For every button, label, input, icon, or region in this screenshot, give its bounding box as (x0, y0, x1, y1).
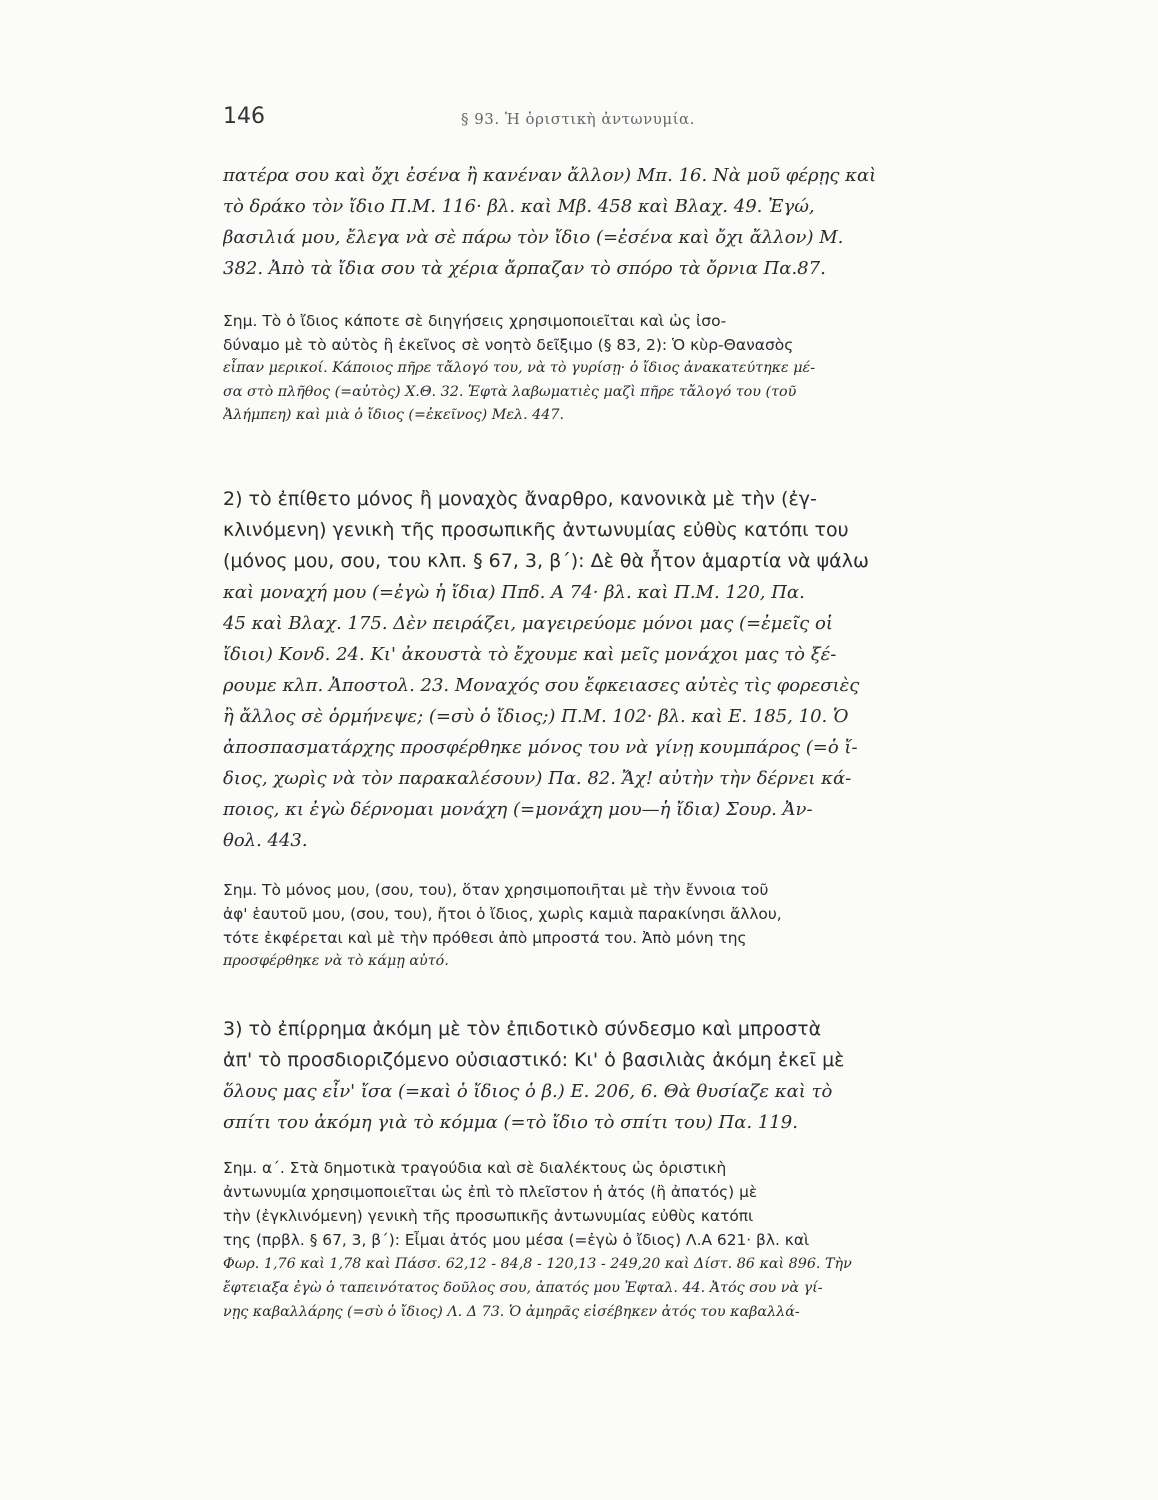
text-line: προσφέρθηκε νὰ τὸ κάμῃ αὐτό. (223, 953, 449, 969)
text-line: ἢ ἄλλος σὲ ὁρμήνεψε; (=σὺ ὁ ἴδιος;) Π.Μ. 102· βλ. καὶ Ε. 185, 10. Ὁ (223, 706, 849, 727)
text-line: 382. Ἀπὸ τὰ ἴδια σου τὰ χέρια ἄρπαζαν τὸ σπόρο τὰ ὄρνια Πα.87. (223, 258, 826, 279)
text-line: νῃς καβαλλάρης (=σὺ ὁ ἴδιος) Λ. Δ 73. Ὁ ἀμηρᾶς εἰσέβηκεν ἀτός του καβαλλά- (223, 1304, 800, 1320)
text-line: Φωρ. 1,76 καὶ 1,78 καὶ Πάσσ. 62,12 - 84,8 - 120,13 - 249,20 καὶ Δίστ. 86 καὶ 896. Τὴν (223, 1256, 852, 1272)
text-line: τότε ἐκφέρεται καὶ μὲ τὴν πρόθεσι ἀπὸ μπροστά του. Ἀπὸ μόνη της (223, 929, 747, 947)
text-line: ἀντωνυμία χρησιμοποιεῖται ὡς ἐπὶ τὸ πλεῖστον ἡ ἀτός (ἢ ἀπατός) μὲ (223, 1183, 758, 1201)
note-paragraph-2 (223, 878, 1013, 974)
text-line: 3) τὸ ἐπίρρημα ἀκόμη μὲ τὸν ἐπιδοτικὸ σύνδεσμο καὶ μπροστὰ (223, 1018, 822, 1040)
text-line: ποιος, κι ἐγὼ δέρνομαι μονάχη (=μονάχη μου—ἡ ἴδια) Σουρ. Ἀν- (223, 799, 813, 820)
text-line: ρουμε κλπ. Ἀποστολ. 23. Μοναχός σου ἔφκειασες αὐτὲς τὶς φορεσιὲς (223, 675, 860, 696)
text-line: ὅλους μας εἶν' ἴσα (=καὶ ὁ ἴδιος ὁ β.) Ε. 206, 6. Θὰ θυσίαζε καὶ τὸ (223, 1081, 833, 1102)
intro-example-paragraph (223, 160, 1013, 284)
text-line: δύναμο μὲ τὸ αὐτὸς ἢ ἐκεῖνος σὲ νοητὸ δεῖξιμο (§ 83, 2): Ὁ κὺρ-Θανασὸς (223, 335, 794, 354)
text-line: Σημ. Τὸ ὁ ἴδιος κάποτε σὲ διηγήσεις χρησιμοποιεῖται καὶ ὡς ἰσο- (223, 312, 727, 330)
text-line: τὸ δράκο τὸν ἴδιο Π.Μ. 116· βλ. καὶ Μβ. 458 καὶ Βλαχ. 49. Ἐγώ, (223, 196, 815, 217)
text-line: ἀποσπασματάρχης προσφέρθηκε μόνος του νὰ γίνῃ κουμπάρος (=ὁ ἴ- (223, 737, 858, 758)
text-line: Σημ. α΄. Στὰ δημοτικὰ τραγούδια καὶ σὲ διαλέκτους ὡς ὁριστικὴ (223, 1159, 727, 1177)
text-line: της (πρβλ. § 67, 3, β΄): Εἶμαι ἀτός μου μέσα (=ἐγὼ ὁ ἴδιος) Λ.Α 621· βλ. καὶ (223, 1231, 810, 1249)
text-line: (μόνος μου, σου, του κλπ. § 67, 3, β΄): Δὲ θὰ ἦτον ἁμαρτία νὰ ψάλω (223, 550, 869, 572)
page-header (223, 104, 1013, 140)
text-line: διος, χωρὶς νὰ τὸν παρακαλέσουν) Πα. 82. Ἄχ! αὐτὴν τὴν δέρνει κά- (223, 768, 852, 789)
text-line: ἴδιοι) Κονδ. 24. Κι' ἀκουστὰ τὸ ἔχουμε καὶ μεῖς μονάχοι μας τὸ ξέ- (223, 644, 837, 665)
text-line: καὶ μοναχή μου (=ἐγὼ ἡ ἴδια) Ππδ. Α 74· βλ. καὶ Π.Μ. 120, Πα. (223, 582, 805, 603)
text-line: σα στὸ πλῆθος (=αὐτὸς) Χ.Θ. 32. Ἑφτὰ λαβωματιὲς μαζὶ πῆρε τἄλογό του (τοῦ (223, 383, 797, 400)
note-paragraph-3 (223, 1156, 1013, 1324)
text-line: εἶπαν μερικοί. Κάποιος πῆρε τἄλογό του, νὰ τὸ γυρίσῃ· ὁ ἴδιος ἀνακατεύτηκε μέ- (223, 360, 816, 376)
point-2-paragraph (223, 484, 1013, 856)
text-line: τὴν (ἐγκλινόμενη) γενικὴ τῆς προσωπικῆς ἀντωνυμίας εὐθὺς κατόπι (223, 1207, 754, 1225)
text-line: ἔφτειαξα ἐγὼ ὁ ταπεινότατος δοῦλος σου, ἀπατός μου Ἐφταλ. 44. Ἀτός σου νὰ γί- (223, 1280, 823, 1296)
running-head: § 93. Ἡ ὁριστικὴ ἀντωνυμία. (461, 110, 695, 128)
note-paragraph-1 (223, 310, 1013, 428)
text-line: Σημ. Τὸ μόνος μου, (σου, του), ὅταν χρησιμοποιῆται μὲ τὴν ἔννοια τοῦ (223, 881, 769, 899)
text-line: 2) τὸ ἐπίθετο μόνος ἢ μοναχὸς ἄναρθρο, κανονικὰ μὲ τὴν (ἐγ- (223, 488, 817, 510)
page-number: 146 (223, 104, 265, 129)
text-line: ἀπ' τὸ προσδιοριζόμενο οὐσιαστικό: Κι' ὁ βασιλιὰς ἀκόμη ἐκεῖ μὲ (223, 1049, 845, 1071)
text-line: κλινόμενη) γενικὴ τῆς προσωπικῆς ἀντωνυμίας εὐθὺς κατόπι του (223, 519, 849, 541)
text-line: σπίτι του ἀκόμη γιὰ τὸ κόμμα (=τὸ ἴδιο τὸ σπίτι του) Πα. 119. (223, 1112, 798, 1133)
text-line: πατέρα σου καὶ ὄχι ἐσένα ἢ κανέναν ἄλλον) Μπ. 16. Νὰ μοῦ φέρῃς καὶ (223, 165, 877, 186)
text-line: Ἀλήμπεη) καὶ μιὰ ὁ ἴδιος (=ἐκεῖνος) Μελ. 447. (223, 407, 565, 423)
text-line: ἀφ' ἑαυτοῦ μου, (σου, του), ἤτοι ὁ ἴδιος, χωρὶς καμιὰ παρακίνησι ἄλλου, (223, 905, 782, 923)
text-line: θολ. 443. (223, 830, 308, 851)
point-3-paragraph (223, 1014, 1013, 1138)
text-line: βασιλιά μου, ἔλεγα νὰ σὲ πάρω τὸν ἴδιο (=ἐσένα καὶ ὄχι ἄλλον) Μ. (223, 227, 844, 248)
text-line: 45 καὶ Βλαχ. 175. Δὲν πειράζει, μαγειρεύομε μόνοι μας (=ἐμεῖς οἱ (223, 613, 833, 634)
